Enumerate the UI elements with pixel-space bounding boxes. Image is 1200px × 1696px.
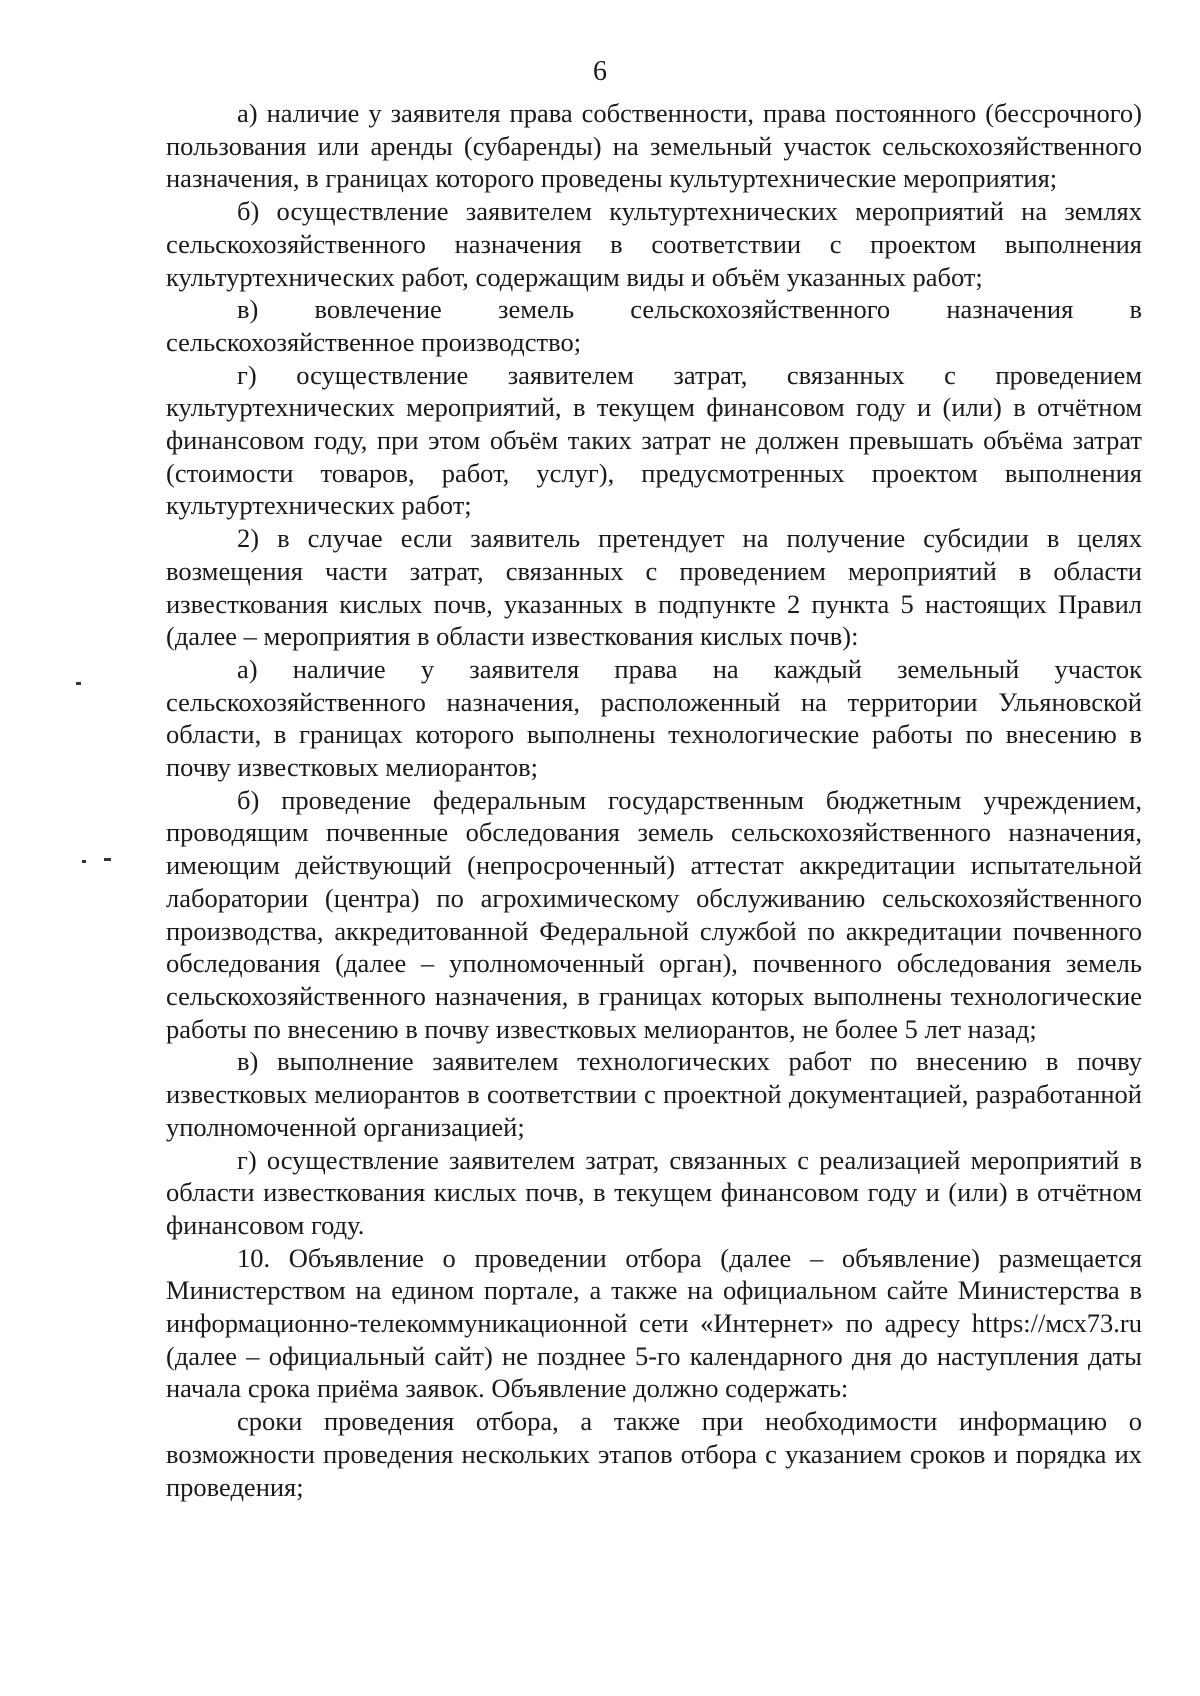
document-body	[166, 97, 1142, 1503]
scan-mark	[76, 682, 81, 685]
paragraph-2a-land-rights: а) наличие у заявителя права на каждый земельный участок сельскохозяйственного назначения, расположенный на территории Ульяновской области, в границах которого выполнены технологические работы по внесению в почву известковых мелиорантов;	[166, 653, 1142, 783]
paragraph-10-announcement: 10. Объявление о проведении отбора (далее – объявление) размещается Министерством на едином портале, а также на официальном сайте Министерства в информационно-телекоммуникационной сети «Интернет» по адресу https://мсх73.ru (далее – официальный сайт) не позднее 5-го календарного дня до наступления даты начала срока приёма заявок. Объявление должно содержать:	[166, 1242, 1142, 1404]
paragraph-1b-cultural-works: б) осуществление заявителем культуртехнических мероприятий на землях сельскохозяйственного назначения в соответствии с проектом выполнения культуртехнических работ, содержащим виды и объём указанных работ;	[166, 196, 1142, 292]
paragraph-1g-costs: г) осуществление заявителем затрат, связанных с проведением культуртехнических мероприятий, в текущем финансовом году и (или) в отчётном финансовом году, при этом объём таких затрат не должен превышать объёма затрат (стоимости товаров, работ, услуг), предусмотренных проектом выполнения культуртехнических работ;	[166, 359, 1142, 521]
paragraph-2v-liming-works: в) выполнение заявителем технологических работ по внесению в почву известковых мелиорантов в соответствии с проектной документацией, разработанной уполномоченной организацией;	[166, 1046, 1142, 1142]
scan-mark	[104, 858, 111, 861]
paragraph-selection-terms: сроки проведения отбора, а также при необходимости информацию о возможности проведения нескольких этапов отбора с указанием сроков и порядка их проведения;	[166, 1406, 1142, 1502]
paragraph-2-liming-intro: 2) в случае если заявитель претендует на получение субсидии в целях возмещения части затрат, связанных с проведением мероприятий в области известкования кислых почв, указанных в подпункте 2 пункта 5 настоящих Правил (далее – мероприятия в области известкования кислых почв):	[166, 523, 1142, 652]
paragraph-1v-land-involvement: в) вовлечение земель сельскохозяйственного назначения в сельскохозяйственное производство;	[166, 294, 1142, 357]
paragraph-2g-liming-costs: г) осуществление заявителем затрат, связанных с реализацией мероприятий в области известкования кислых почв, в текущем финансовом году и (или) в отчётном финансовом году.	[166, 1144, 1142, 1240]
paragraph-1a-ownership: а) наличие у заявителя права собственности, права постоянного (бессрочного) пользования или аренды (субаренды) на земельный участок сельскохозяйственного назначения, в границах которого проведены культуртехнические мероприятия;	[166, 98, 1142, 194]
page-number: 6	[593, 56, 607, 87]
paragraph-2b-soil-survey: б) проведение федеральным государственным бюджетным учреждением, проводящим почвенные обследования земель сельскохозяйственного назначения, имеющим действующий (непросроченный) аттестат аккредитации испытательной лаборатории (центра) по агрохимическому обслуживанию сельскохозяйственного производства, аккредитованной Федеральной службой по аккредитации почвенного обследования (далее – уполномоченный орган), почвенного обследования земель сельскохозяйственного назначения, в границах которых выполнены технологические работы по внесению в почву известковых мелиорантов, не более 5 лет назад;	[166, 784, 1142, 1044]
scan-mark	[82, 860, 86, 863]
